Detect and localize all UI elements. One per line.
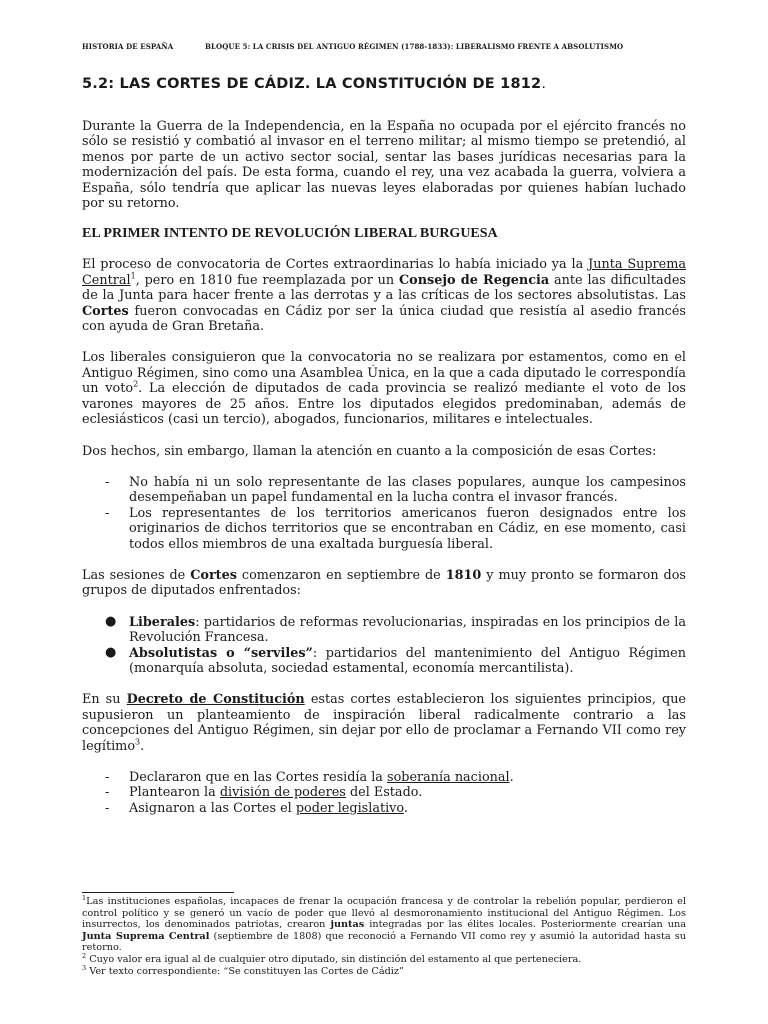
paragraph-convocatoria <box>82 257 686 334</box>
p1-text-d: fueron convocadas en Cádiz por ser la única ciudad que resistía al asedio francés con ayuda de Gran Bretaña. <box>82 303 686 335</box>
principle-term: soberanía nacional <box>387 770 510 785</box>
footnote-number: 2 <box>82 951 87 960</box>
facts-list <box>82 475 686 552</box>
page-title-text: 5.2: LAS CORTES DE CÁDIZ. LA CONSTITUCIÓN DE 1812 <box>82 76 542 92</box>
principle-text: Declararon que en las Cortes residía la <box>129 770 387 785</box>
header-subject: HISTORIA DE ESPAÑA <box>82 42 174 51</box>
principles-list <box>82 770 686 816</box>
principle-end: . <box>509 770 514 785</box>
term-decreto-constitucion: Decreto de Constitución <box>126 692 305 708</box>
link-junta-suprema-central: Junta Suprema Central <box>82 257 687 288</box>
header-block: BLOQUE 5: LA CRISIS DEL ANTIGUO RÉGIMEN (1788-1833): LIBERALISMO FRENTE A ABSOLUTISMO <box>205 42 624 51</box>
footnote-2 <box>82 951 686 966</box>
list-item <box>82 770 686 785</box>
footnote-term-juntas: juntas <box>330 919 365 931</box>
p5-text-c: . <box>140 738 145 754</box>
footnote-3 <box>82 963 686 978</box>
footnote-ref-3: 3 <box>135 737 141 747</box>
page-title <box>82 76 686 92</box>
list-item <box>82 475 686 506</box>
footnote-text: integradas por las élites locales. Posteriormente crearían una <box>364 919 686 931</box>
p1-text-c: ante las dificultades de la Junta para hacer frente a las derrotas y a las críticas de los sectores absolutistas. Las <box>82 272 687 304</box>
p2-text-a: Los liberales consiguieron que la convocatoria no se realizara por estamentos, como en el Antiguo Régimen, sino como una Asamblea Única, en la que a cada diputado le correspondía un voto <box>82 350 686 397</box>
p2-text-b: . La elección de diputados de cada provincia se realizó mediante el voto de los varones mayores de 25 años. Entre los diputados elegidos predominaban, además de eclesiásticos (casi un tercio), abogados, funcionarios, militares e intelectuales. <box>82 381 686 428</box>
p4-text-c: y muy pronto se formaron dos grupos de diputados enfrentados: <box>82 567 686 599</box>
term-cortes: Cortes <box>82 303 129 319</box>
principle-end: del Estado. <box>345 785 423 801</box>
list-item <box>82 615 686 646</box>
dash-marker: - <box>105 770 110 785</box>
p5-text-b: estas cortes establecieron los siguientes principios, que supusieron un planteamiento de inspiración liberal radicalmente contrario a las concepciones del Antiguo Régimen, sin dejar por ello de proclamar a Fernando VII como rey legítimo <box>82 692 687 754</box>
p4-text-b: comenzaron en septiembre de <box>236 567 446 583</box>
list-item <box>82 801 686 816</box>
term-year: 1810 <box>445 567 482 583</box>
dash-marker: - <box>105 800 110 816</box>
footnote-ref-1: 1 <box>130 271 136 281</box>
list-item <box>82 785 686 800</box>
footnote-text: Cuyo valor era igual al de cualquier otro diputado, sin distinción del estamento al que perteneciera. <box>86 953 582 965</box>
p4-text-a: Las sesiones de <box>82 567 191 583</box>
section-heading: EL PRIMER INTENTO DE REVOLUCIÓN LIBERAL BURGUESA <box>82 226 498 242</box>
page-title-dot: . <box>541 76 547 92</box>
principle-term: poder legislativo <box>295 800 404 816</box>
groups-list <box>82 615 686 677</box>
dash-marker: - <box>105 785 110 801</box>
paragraph-sesiones <box>82 568 686 599</box>
principle-text: Asignaron a las Cortes el <box>129 800 296 816</box>
principle-term: división de poderes <box>219 785 346 801</box>
footnote-number: 1 <box>82 893 87 902</box>
list-item <box>82 646 686 677</box>
footnote-text: (septiembre de 1808) que reconoció a Fernando VII como rey y asumió la autoridad hasta su retorno. <box>82 930 686 954</box>
term-consejo-regencia: Consejo de Regencia <box>398 272 550 288</box>
footnote-separator <box>82 892 234 893</box>
footnote-1 <box>82 893 686 954</box>
group-term: Absolutistas o “serviles” <box>129 645 313 661</box>
dash-marker: - <box>105 474 110 490</box>
p1-text-b: , pero en 1810 fue reemplazada por un <box>135 272 399 288</box>
footnote-text: Ver texto correspondiente: “Se constituyen las Cortes de Cádiz” <box>86 965 404 977</box>
paragraph-decreto <box>82 692 686 754</box>
footnote-ref-2: 2 <box>133 380 139 390</box>
p5-text-a: En su <box>82 692 127 708</box>
footnote-number: 3 <box>82 963 87 972</box>
bullet-marker: ● <box>105 613 117 629</box>
term-cortes: Cortes <box>190 567 237 583</box>
p1-text-a: El proceso de convocatoria de Cortes extraordinarias lo había iniciado ya la <box>82 257 589 273</box>
principle-text: Plantearon la <box>129 785 220 801</box>
group-term: Liberales <box>129 614 196 630</box>
group-text: : partidarios del mantenimiento del Antiguo Régimen (monarquía absoluta, sociedad estamental, economía mercantilista). <box>129 645 686 676</box>
main-content <box>82 76 686 816</box>
footnote-term-junta-suprema: Junta Suprema Central <box>82 930 210 942</box>
fact-text: No había ni un solo representante de las clases populares, aunque los campesinos desempeñaban un papel fundamental en la lucha contra el invasor francés. <box>129 474 686 506</box>
paragraph-dos-hechos: Dos hechos, sin embargo, llaman la atención en cuanto a la composición de esas Cortes: <box>82 443 657 459</box>
footnotes <box>82 893 686 977</box>
principle-end: . <box>403 800 408 816</box>
footnote-text: Las instituciones españolas, incapaces de frenar la ocupación francesa y de controlar la rebelión popular, perdieron el control político y se generó un vacío de poder que llevó al desmoronamiento institucional del Antiguo Régimen. Los insurrectos, los denominados patriotas, crearon <box>82 896 686 931</box>
intro-paragraph: Durante la Guerra de la Independencia, en la España no ocupada por el ejército francés no sólo se resistió y combatió al invasor en el terreno militar; al mismo tiempo se pretendió, al menos por parte de un activo sector social, sentar las bases jurídicas necesarias para la modernización del país. De esta forma, cuando el rey, una vez acabada la guerra, volviera a España, sólo tendría que aplicar las nuevas leyes elaboradas por quienes habían luchado por su retorno. <box>82 119 686 212</box>
paragraph-liberales <box>82 350 686 427</box>
list-item <box>82 506 686 552</box>
bullet-marker: ● <box>105 644 117 660</box>
group-text: : partidarios de reformas revolucionarias, inspiradas en los principios de la Revolución Francesa. <box>129 614 686 646</box>
dash-marker: - <box>105 505 110 521</box>
fact-text: Los representantes de los territorios americanos fueron designados entre los originarios de dichos territorios que se encontraban en Cádiz, en ese momento, casi todos ellos miembros de una exaltada burguesía liberal. <box>129 505 686 552</box>
